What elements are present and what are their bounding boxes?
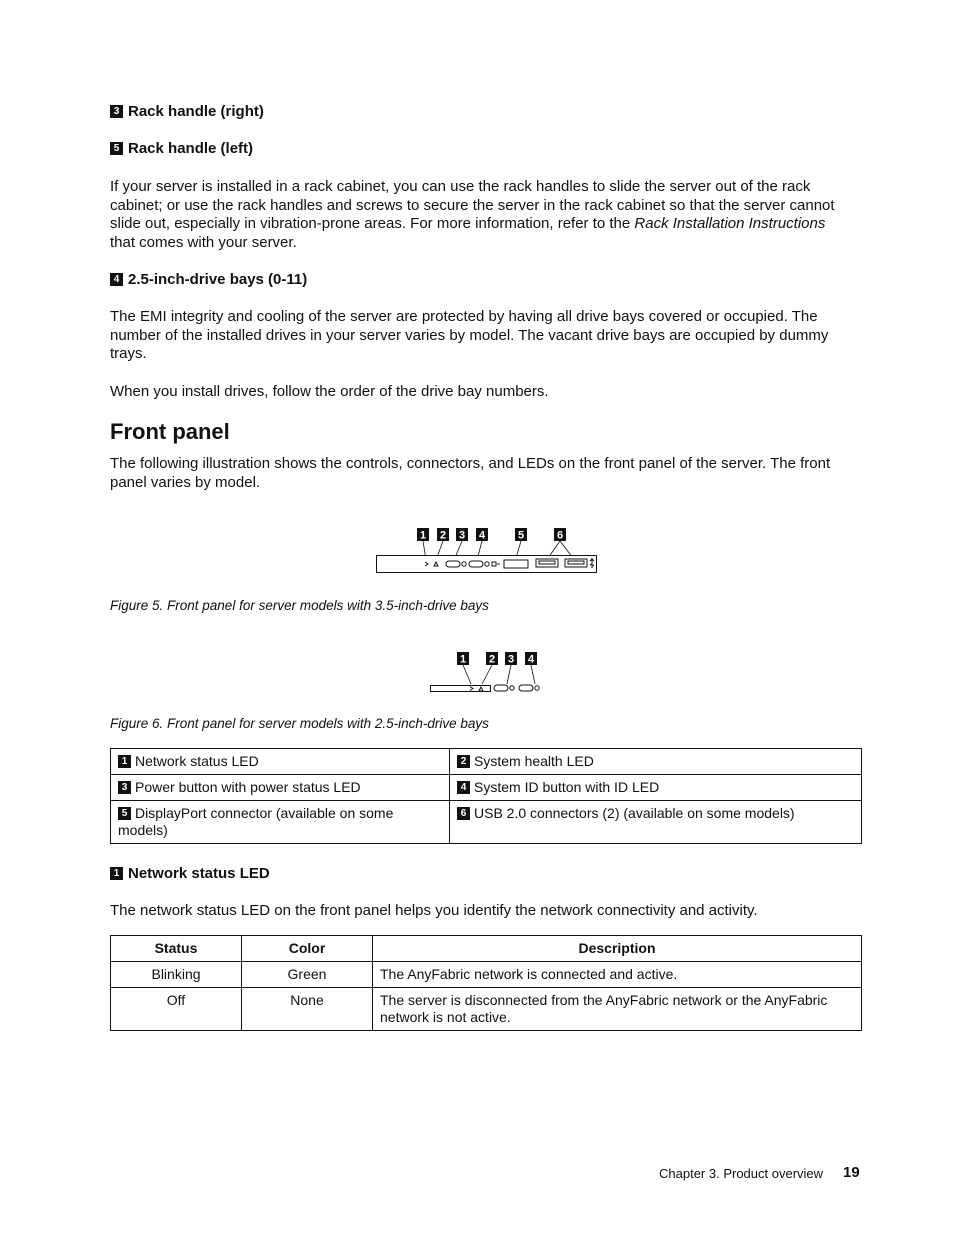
callout-badge: 4 (457, 781, 470, 794)
figure5-callouts (417, 528, 566, 542)
page-number: 19 (843, 1164, 860, 1181)
callout-badge: 3 (110, 105, 123, 118)
rack-handle-paragraph: If your server is installed in a rack cabinet, you can use the rack handles to slide the server out of the rack cabinet; or use the rack handles and screws to secure the server in the rack cabinet so that the server cannot slide out, especially in vibration-prone areas. For more information, refer to the Rack Installation Instructions that comes with your server. (110, 178, 835, 251)
callout-6 (554, 528, 566, 542)
figure6-caption: Figure 6. Front panel for server models with 2.5-inch-drive bays (110, 716, 489, 731)
status-cell: Off (111, 988, 242, 1031)
table-row (111, 775, 862, 801)
svg-text:6: 6 (556, 529, 564, 542)
callout-badge: 5 (118, 807, 131, 820)
drive-order-paragraph: When you install drives, follow the order of the drive bay numbers. (110, 383, 549, 400)
figure6-callouts (457, 652, 537, 666)
column-header-status: Status (111, 936, 242, 962)
svg-text:1: 1 (419, 529, 427, 542)
svg-text:3: 3 (507, 653, 515, 666)
callout-1 (417, 528, 429, 542)
legend-cell: 2 System health LED (450, 749, 862, 775)
callout-badge: 3 (118, 781, 131, 794)
description-cell: The AnyFabric network is connected and active. (373, 962, 862, 988)
legend-cell: 1 Network status LED (111, 749, 450, 775)
network-led-status-table (110, 935, 862, 1031)
network-led-paragraph: The network status LED on the front panel helps you identify the network connectivity and activity. (110, 902, 758, 919)
id-led-icon (535, 686, 539, 690)
status-cell: Blinking (111, 962, 242, 988)
table-row (111, 962, 862, 988)
legend-cell: 3 Power button with power status LED (111, 775, 450, 801)
power-led-icon (510, 686, 514, 690)
rack-handle-left-heading: 5 Rack handle (left) (110, 140, 253, 158)
svg-text:2: 2 (488, 653, 496, 666)
network-led-heading: 1 Network status LED (110, 865, 270, 883)
column-header-description: Description (373, 936, 862, 962)
svg-text:5: 5 (517, 529, 525, 542)
svg-text:1: 1 (459, 653, 467, 666)
callout-2 (486, 652, 498, 666)
figure6-illustration (425, 648, 550, 696)
callout-badge: 4 (110, 273, 123, 286)
callout-badge: 5 (110, 142, 123, 155)
callout-3 (505, 652, 517, 666)
column-header-color: Color (242, 936, 373, 962)
figure5-caption: Figure 5. Front panel for server models with 3.5-inch-drive bays (110, 598, 489, 613)
svg-text:4: 4 (527, 653, 535, 666)
svg-text:4: 4 (478, 529, 486, 542)
callout-4 (476, 528, 488, 542)
callout-2 (437, 528, 449, 542)
callout-badge: 1 (118, 755, 131, 768)
front-panel-legend-table (110, 748, 862, 844)
callout-3 (456, 528, 468, 542)
color-cell: Green (242, 962, 373, 988)
figure5-illustration (370, 524, 605, 576)
description-cell: The server is disconnected from the AnyFabric network or the AnyFabric network is not active. (373, 988, 862, 1031)
drive-bays-heading: 4 2.5-inch-drive bays (0-11) (110, 271, 307, 289)
front-panel-intro: The following illustration shows the controls, connectors, and LEDs on the front panel of the server. The front panel varies by model. (110, 455, 831, 491)
table-row (111, 749, 862, 775)
legend-cell: 5 DisplayPort connector (available on some models) (111, 801, 450, 844)
svg-text:3: 3 (458, 529, 466, 542)
front-panel-heading: Front panel (110, 419, 230, 444)
table-row (111, 801, 862, 844)
callout-badge: 1 (110, 867, 123, 880)
callout-4 (525, 652, 537, 666)
emi-paragraph: The EMI integrity and cooling of the server are protected by having all drive bays covered or occupied. The number of the installed drives in your server varies by model. The vacant drive bays are occupied by dummy trays. (110, 308, 829, 362)
footer-chapter: Chapter 3. Product overview (659, 1166, 824, 1181)
callout-badge: 6 (457, 807, 470, 820)
callout-1 (457, 652, 469, 666)
svg-text:2: 2 (439, 529, 447, 542)
callout-5 (515, 528, 527, 542)
color-cell: None (242, 988, 373, 1031)
power-button-icon (494, 685, 508, 691)
legend-cell: 6 USB 2.0 connectors (2) (available on some models) (450, 801, 862, 844)
legend-cell: 4 System ID button with ID LED (450, 775, 862, 801)
table-row (111, 988, 862, 1031)
rack-handle-right-heading: 3 Rack handle (right) (110, 103, 264, 121)
id-button-icon (519, 685, 533, 691)
callout-badge: 2 (457, 755, 470, 768)
front-panel-bezel (377, 556, 597, 573)
table-header-row (111, 936, 862, 962)
